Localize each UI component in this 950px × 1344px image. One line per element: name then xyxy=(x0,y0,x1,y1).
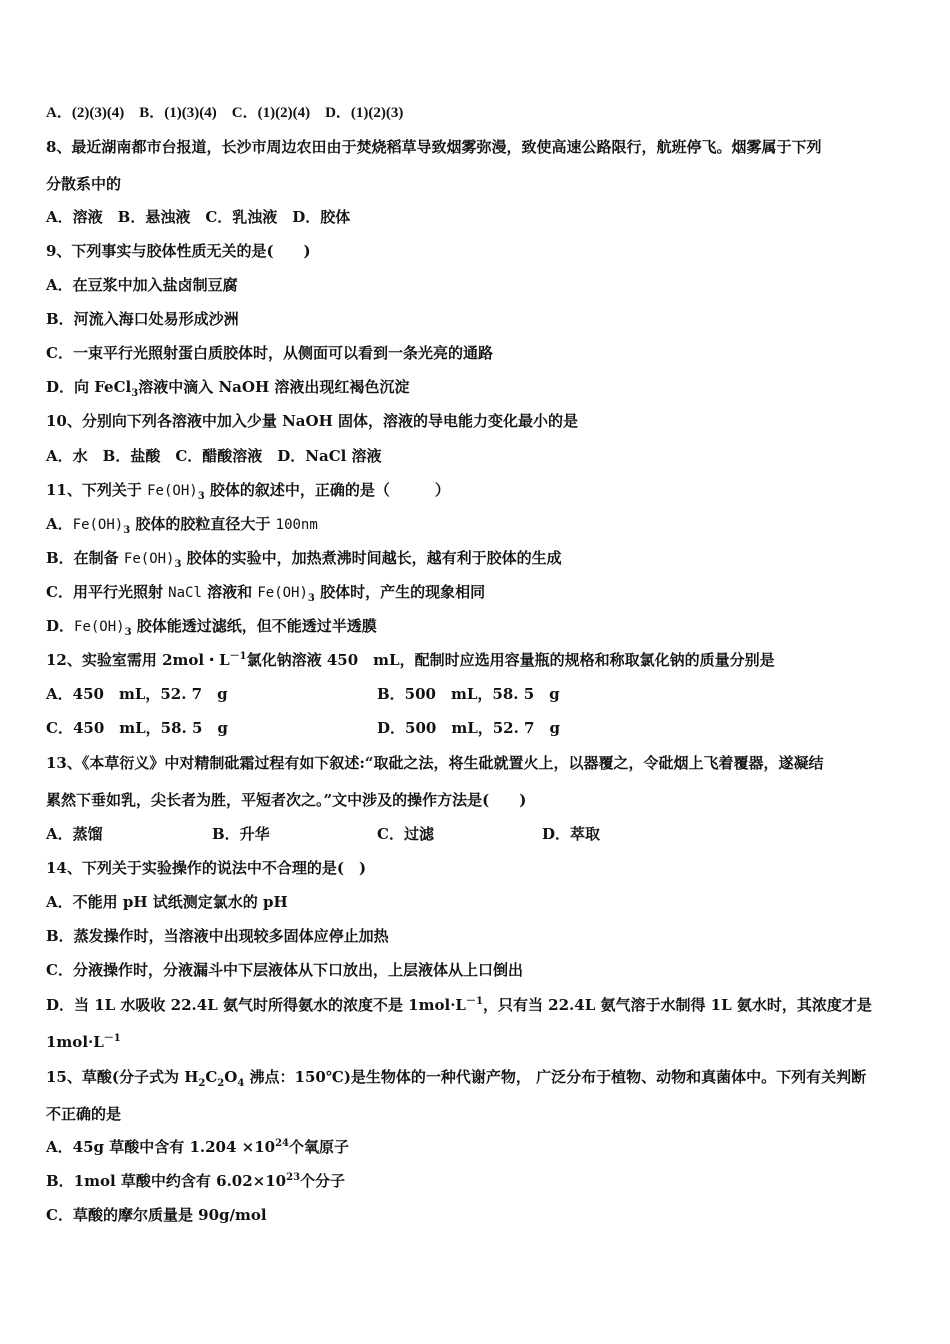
q11-option-a: A．$Fe(OH)_3$ 胶体的胶粒直径大于 100nm xyxy=(46,515,318,536)
q14-stem: 14、下列关于实验操作的说法中不合理的是( ) xyxy=(46,859,367,877)
q13-stem-line-2: 累然下垂如乳，尖长者为胜，平短者次之。”文中涉及的操作方法是( ) xyxy=(46,791,527,809)
q9-option-d: D．向 FeCl$_3$溶液中滴入 NaOH 溶液出现红褐色沉淀 xyxy=(46,378,410,399)
q8-options: A．溶液 B．悬浊液 C．乳浊液 D．胶体 xyxy=(46,208,351,226)
q12-option-c: C．450 mL，58. 5 g xyxy=(46,719,228,737)
q9-stem: 9、下列事实与胶体性质无关的是( ) xyxy=(46,242,311,260)
q9-option-a: A．在豆浆中加入盐卤制豆腐 xyxy=(46,276,238,294)
q10-options: A．水 B．盐酸 C．醋酸溶液 D．NaCl 溶液 xyxy=(46,447,382,465)
q11-option-c: C．用平行光照射 NaCl 溶液和 $Fe(OH)_3$ 胶体时，产生的现象相同 xyxy=(46,583,486,604)
q14-option-d-line-1: D．当 1L 水吸收 22.4L 氨气时所得氨水的浓度不是 $1mol\cdot L^{-1}$，只有当 22.4L 氨气溶于水制得 1L 氨水时，其浓度才是 xyxy=(46,996,872,1014)
q15-option-b: B．1mol 草酸中约含有 $6.02\times 10^{23}$个分子 xyxy=(46,1172,346,1190)
q11-option-b: B．在制备 $Fe(OH)_3$ 胶体的实验中，加热煮沸时间越长，越有利于胶体的生成 xyxy=(46,549,562,570)
q12-option-a: A．450 mL，52. 7 g xyxy=(46,685,228,703)
q13-option-c: C．过滤 xyxy=(377,825,434,843)
q13-stem-line-1: 13、《本草衍义》中对精制砒霜过程有如下叙述:“取砒之法，将生砒就置火上，以器覆之，令砒烟上飞着覆器，遂凝结 xyxy=(46,754,824,772)
q14-option-d-line-2: $1mol\cdot L^{-1}$ xyxy=(46,1033,121,1051)
q15-stem-line-1: 15、草酸(分子式为 $H_2C_2O_4$ 沸点：150℃)是生物体的一种代谢产物， 广泛分布于植物、动物和真菌体中。下列有关判断 xyxy=(46,1068,867,1089)
q15-option-a: A．45g 草酸中含有 $1.204 \times 10^{24}$个氧原子 xyxy=(46,1138,350,1156)
q12-stem: 12、实验室需用 2mol・$L^{-1}$氯化钠溶液 450 mL，配制时应选用容量瓶的规格和称取氯化钠的质量分别是 xyxy=(46,651,775,669)
q7-options: A．(2)(3)(4) B．(1)(3)(4) C．(1)(2)(4) D．(1)(2)(3) xyxy=(46,105,404,121)
q13-option-a: A．蒸馏 xyxy=(46,825,103,843)
q14-option-c: C．分液操作时，分液漏斗中下层液体从下口放出，上层液体从上口倒出 xyxy=(46,961,523,979)
q15-option-c: C．草酸的摩尔质量是 90g/mol xyxy=(46,1206,267,1224)
q10-stem: 10、分别向下列各溶液中加入少量 NaOH 固体，溶液的导电能力变化最小的是 xyxy=(46,412,578,430)
q9-option-b: B．河流入海口处易形成沙洲 xyxy=(46,310,239,328)
q14-option-b: B．蒸发操作时，当溶液中出现较多固体应停止加热 xyxy=(46,927,389,945)
q13-option-d: D．萃取 xyxy=(542,825,601,843)
q11-option-d: D．$Fe(OH)_3$ 胶体能透过滤纸，但不能透过半透膜 xyxy=(46,617,377,638)
q8-stem-line-1: 8、最近湖南都市台报道，长沙市周边农田由于焚烧稻草导致烟雾弥漫，致使高速公路限行，航班停飞。烟雾属于下列 xyxy=(46,138,822,156)
q11-stem: 11、下列关于 $Fe(OH)_3$ 胶体的叙述中，正确的是（ ） xyxy=(46,481,450,502)
q14-option-a: A．不能用 pH 试纸测定氯水的 pH xyxy=(46,893,288,911)
q8-stem-line-2: 分散系中的 xyxy=(46,175,122,193)
q13-option-b: B．升华 xyxy=(212,825,270,843)
q12-option-b: B．500 mL，58. 5 g xyxy=(377,685,560,703)
q9-option-c: C．一束平行光照射蛋白质胶体时，从侧面可以看到一条光亮的通路 xyxy=(46,344,493,362)
q12-option-d: D．500 mL，52. 7 g xyxy=(377,719,560,737)
q15-stem-line-2: 不正确的是 xyxy=(46,1105,122,1123)
